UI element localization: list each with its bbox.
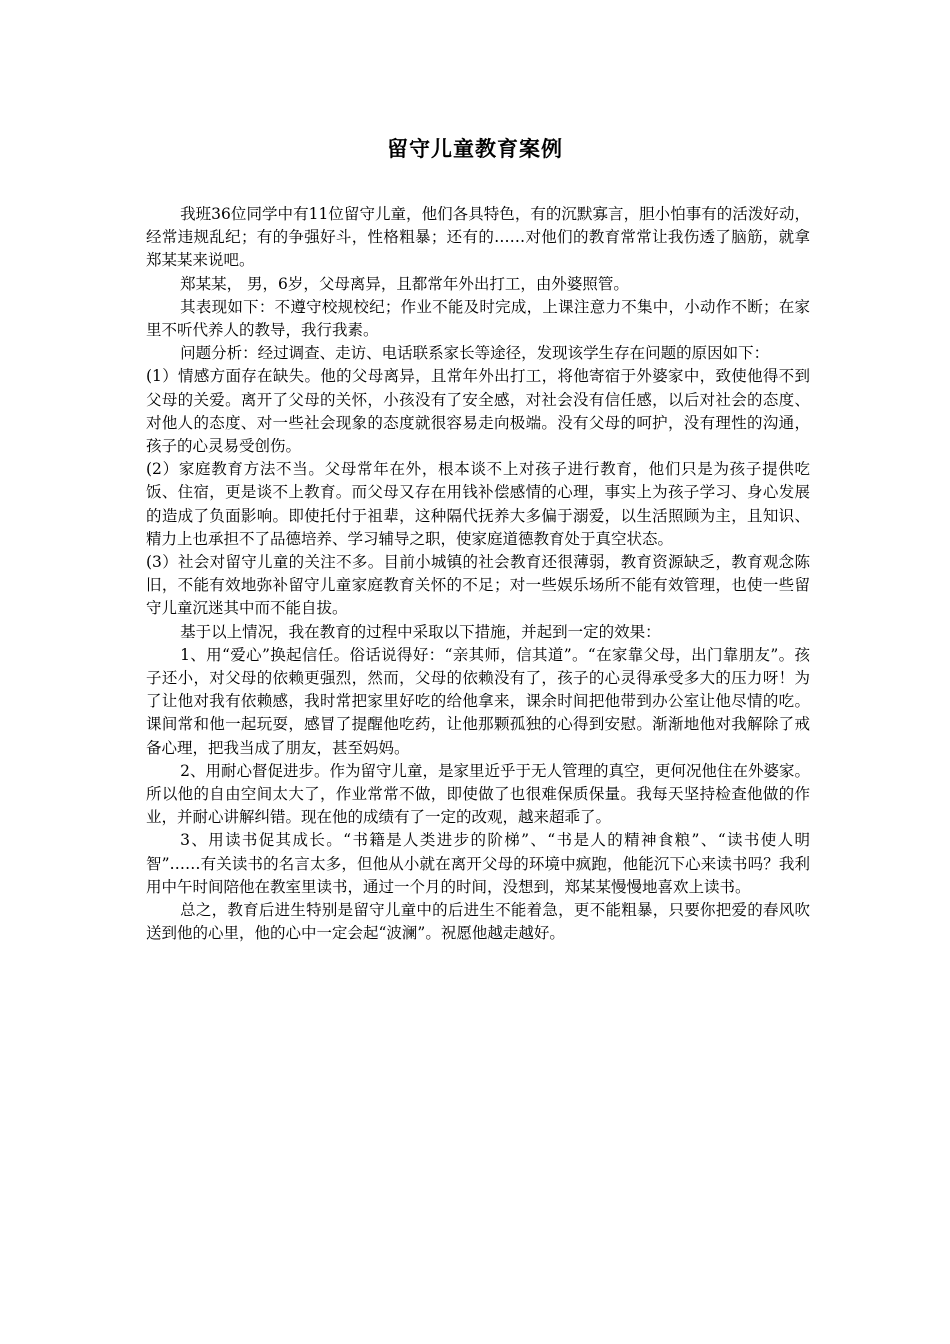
document-title: 留守儿童教育案例 (387, 136, 563, 161)
paragraph-measure-1: 1、用“爱心”换起信任。俗话说得好：“亲其师，信其道”。“在家靠父母，出门靠朋友”。孩子还小，对父母的依赖更强烈，然而，父母的依赖没有了，孩子的心灵得承受多大的压力呀！为了让他对我有依赖感，我时常把家里好吃的给他拿来，课余时间把他带到办公室让他尽情的吃。课间常和他一起玩耍，感冒了提醒他吃药，让他那颗孤独的心得到安慰。渐渐地他对我解除了戒备心理，把我当成了朋友，甚至妈妈。 (146, 645, 810, 757)
paragraph-behavior: 其表现如下：不遵守校规校纪；作业不能及时完成，上课注意力不集中，小动作不断；在家里不听代养人的教导，我行我素。 (146, 297, 810, 340)
paragraph-intro: 我班36位同学中有11位留守儿童，他们各具特色，有的沉默寡言，胆小怕事有的活泼好动，经常违规乱纪；有的争强好斗，性格粗暴；还有的……对他们的教育常常让我伤透了脑筋，就拿郑某某来说吧。 (146, 205, 810, 270)
paragraph-cause-2: (2）家庭教育方法不当。父母常年在外，根本谈不上对孩子进行教育，他们只是为孩子提供吃饭、住宿，更是谈不上教育。而父母又存在用钱补偿感情的心理，事实上为孩子学习、身心发展的造成了负面影响。即使托付于祖辈，这种隔代抚养大多偏于溺爱，以生活照顾为主，且知识、精力上也承担不了品德培养、学习辅导之职，使家庭道德教育处于真空状态。 (146, 460, 810, 548)
paragraph-measure-3: 3、用读书促其成长。“书籍是人类进步的阶梯”、“书是人的精神食粮”、“读书使人明智”……有关读书的名言太多，但他从小就在离开父母的环境中疯跑，他能沉下心来读书吗？我利用中午时间陪他在教室里读书，通过一个月的时间，没想到，郑某某慢慢地喜欢上读书。 (146, 831, 810, 896)
paragraph-conclusion: 总之，教育后进生特别是留守儿童中的后进生不能着急，更不能粗暴，只要你把爱的春风吹送到他的心里，他的心中一定会起“波澜”。祝愿他越走越好。 (146, 901, 810, 943)
document-body (146, 203, 810, 946)
paragraph-measure-2: 2、用耐心督促进步。作为留守儿童，是家里近乎于无人管理的真空，更何况他住在外婆家。所以他的自由空间太大了，作业常常不做，即使做了也很难保质保量。我每天坚持检查他做的作业，并耐心讲解纠错。现在他的成绩有了一定的改观，越来超乖了。 (146, 761, 810, 827)
paragraph-cause-1: (1）情感方面存在缺失。他的父母离异，且常年外出打工，将他寄宿于外婆家中，致使他得不到父母的关爱。离开了父母的关怀，小孩没有了安全感，对社会没有信任感，以后对社会的态度、对他人的态度、对一些社会现象的态度就很容易走向极端。没有父母的呵护，没有理性的沟通，孩子的心灵易受创伤。 (146, 367, 810, 456)
paragraph-measures-intro: 基于以上情况，我在教育的过程中采取以下措施，并起到一定的效果： (180, 622, 661, 641)
paragraph-student-info: 郑某某， 男，6岁，父母离异，且都常年外出打工，由外婆照管。 (180, 274, 629, 293)
paragraph-cause-3: (3）社会对留守儿童的关注不多。目前小城镇的社会教育还很薄弱，教育资源缺乏，教育观念陈旧，不能有效地弥补留守儿童家庭教育关怀的不足；对一些娱乐场所不能有效管理，也使一些留守儿童沉迷其中而不能自拔。 (146, 553, 810, 618)
paragraph-analysis: 问题分析：经过调查、走访、电话联系家长等途径，发现该学生存在问题的原因如下： (180, 344, 770, 363)
